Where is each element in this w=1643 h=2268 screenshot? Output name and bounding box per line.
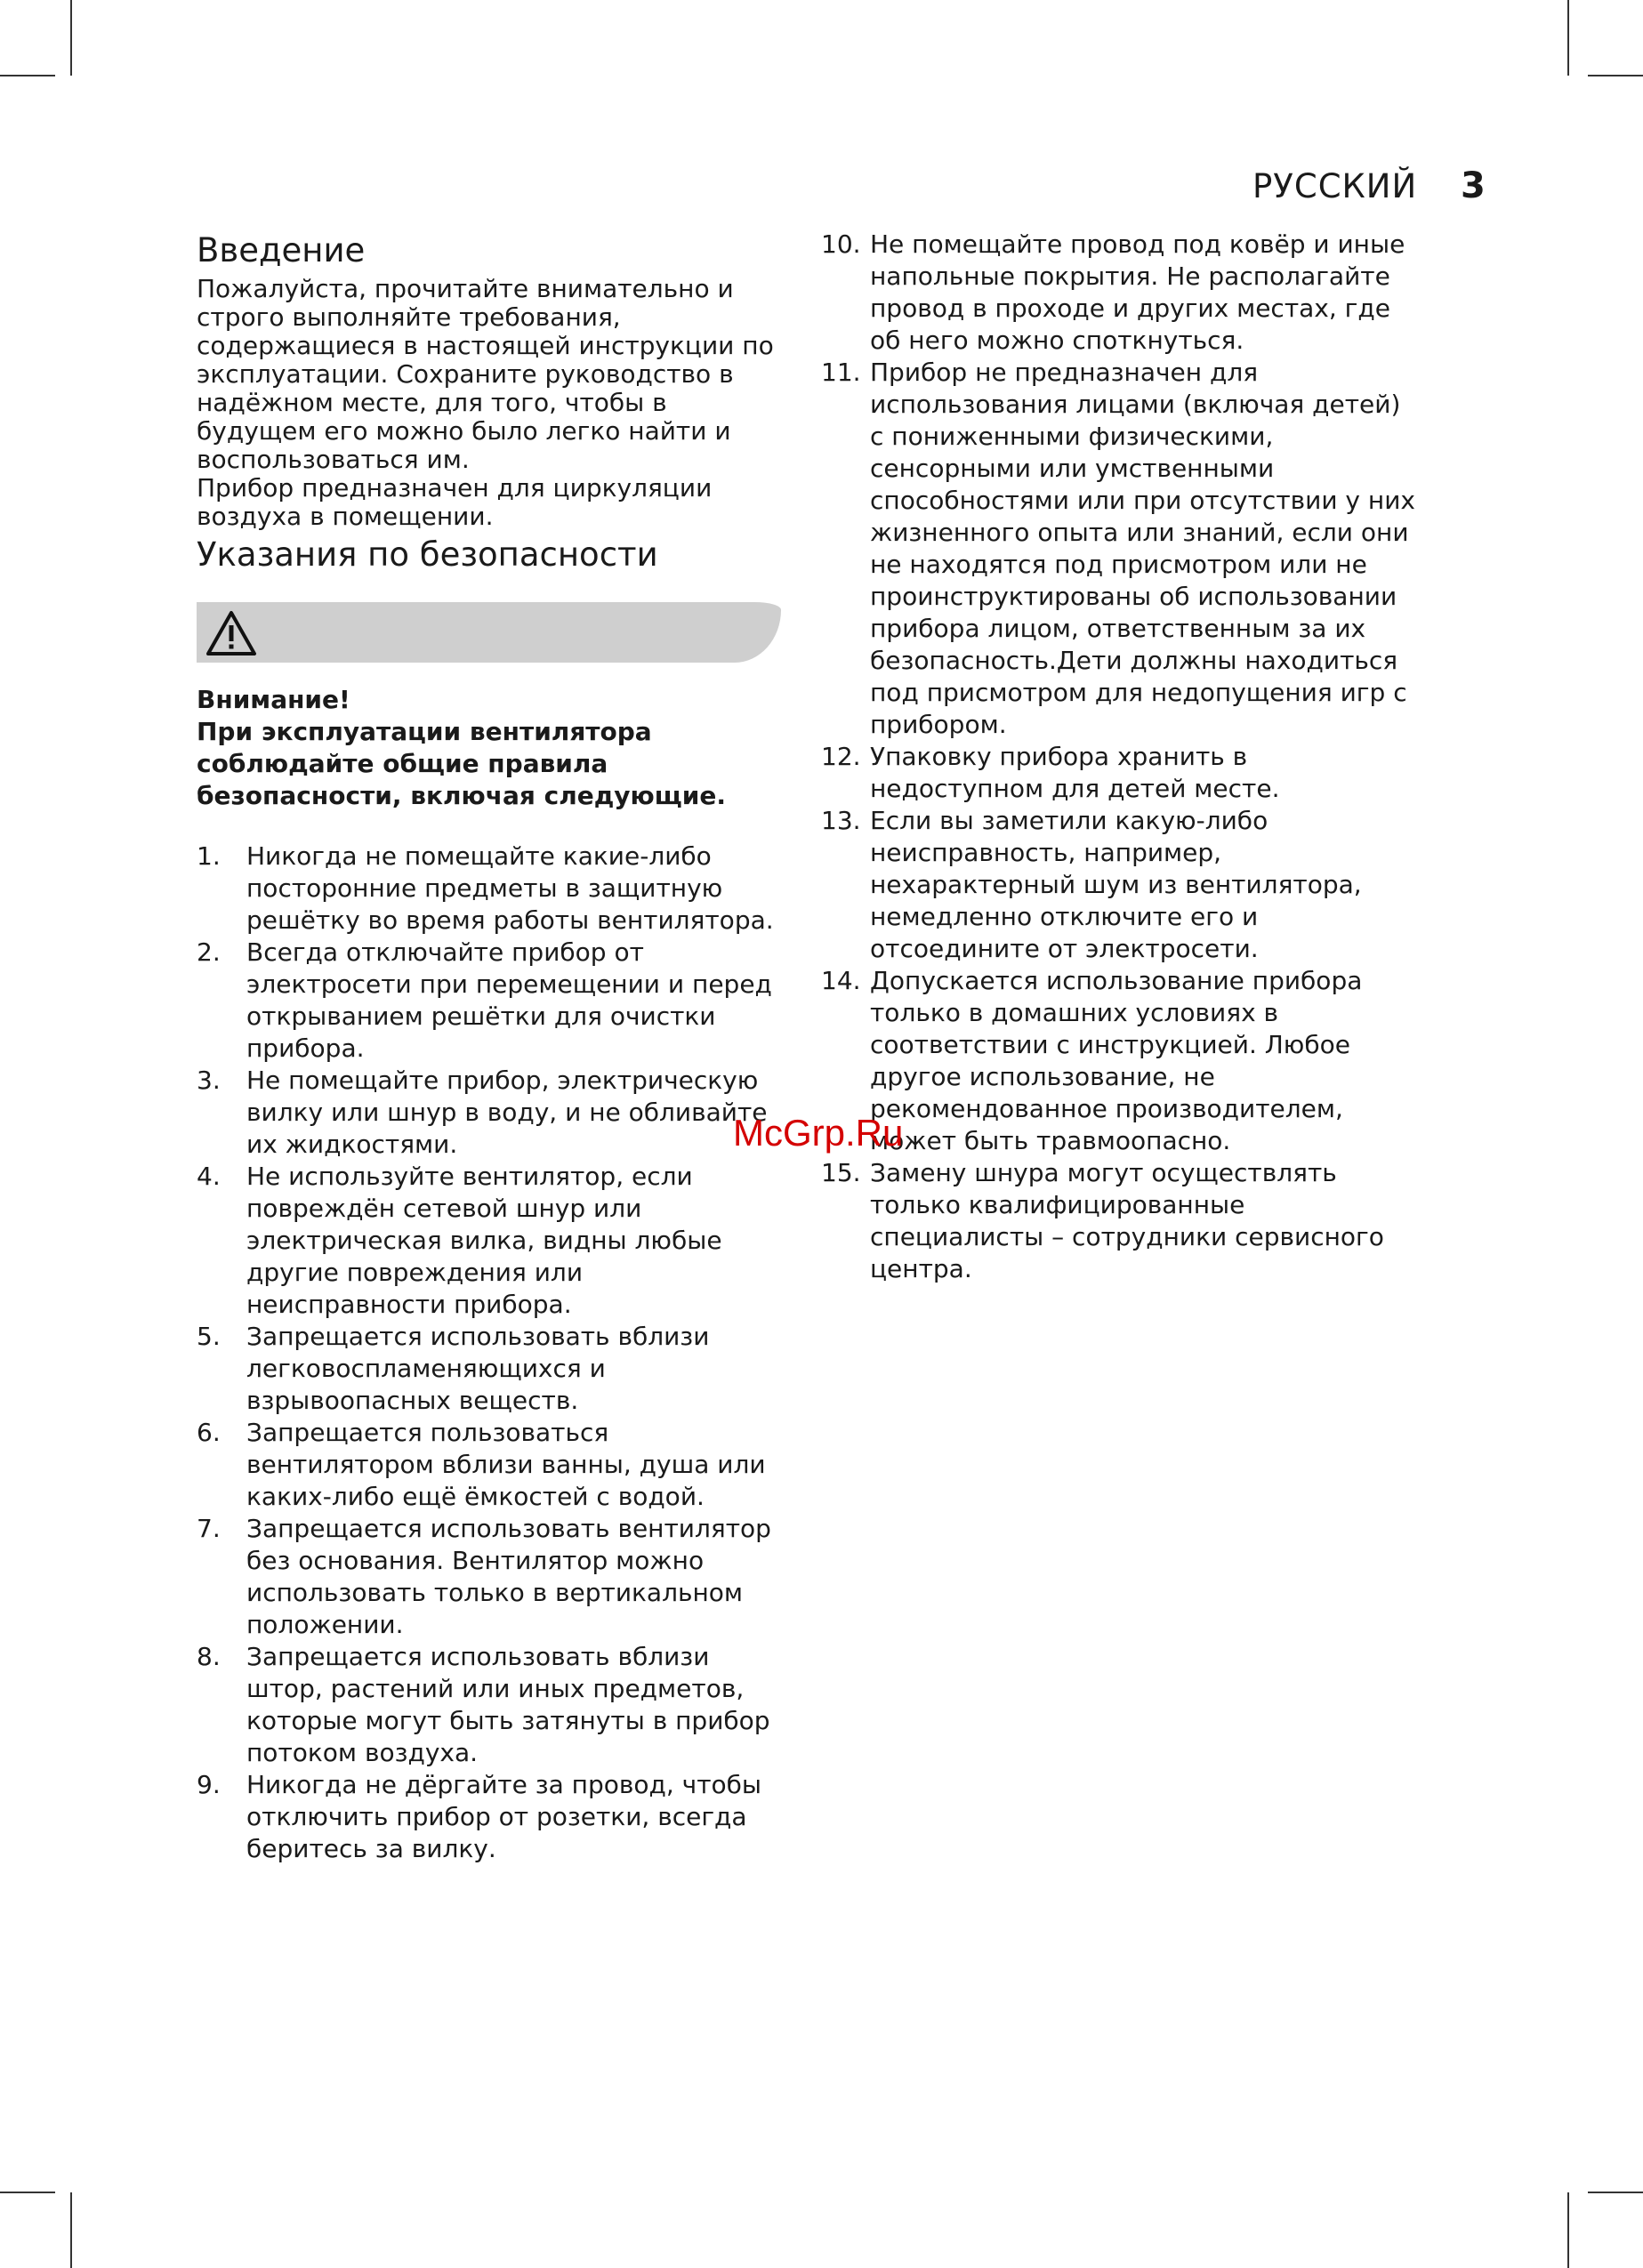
list-item-text: Запрещается пользоваться вентилятором вблизи ванны, душа или каких-либо ещё ёмкостей с водой. [246,1418,766,1511]
list-item [821,357,1417,741]
list-item [197,937,788,1065]
watermark: McGrp.Ru [733,1112,904,1154]
crop-mark [1588,2192,1643,2193]
warning-heading [197,684,788,812]
crop-mark [0,75,55,76]
list-item-number: 12. [821,742,861,771]
list-item [197,1161,788,1321]
list-item-text: Всегда отключайте прибор от электросети при перемещении и перед открыванием решётки для очистки прибора. [246,937,772,1063]
warning-banner [197,602,781,663]
warning-triangle-icon [205,610,257,656]
list-item-text: Допускается использование прибора только в домашних условиях в соответствии с инструкцией. Любое другое использование, не рекомендованное производителем, может быть травмоопасно. [870,966,1363,1155]
left-column [197,227,788,1865]
list-item [197,1065,788,1161]
list-item [821,1157,1417,1285]
list-item-number: 7. [197,1514,221,1543]
list-item-number: 8. [197,1642,221,1671]
intro-paragraph: Пожалуйста, прочитайте внимательно и строго выполняйте требования, содержащиеся в настоящей инструкции по эксплуатации. Сохраните руководство в надёжном месте, для того, чтобы в будущем его можно было легко найти и воспользоваться им. [197,274,774,474]
list-item [821,741,1417,805]
list-item-number: 1. [197,841,221,871]
page-language: РУССКИЙ [1252,167,1418,205]
list-item [821,229,1417,357]
list-item [197,1321,788,1417]
list-item [197,1769,788,1865]
list-item-number: 14. [821,966,861,995]
list-item-number: 15. [821,1158,861,1187]
crop-mark [0,2192,55,2193]
list-item-text: Никогда не дёргайте за провод, чтобы отключить прибор от розетки, всегда беритесь за вилку. [246,1770,762,1863]
list-item [821,965,1417,1157]
list-item-text: Никогда не помещайте какие-либо посторонние предметы в защитную решётку во время работы вентилятора. [246,841,774,935]
list-item-number: 6. [197,1418,221,1447]
list-item-number: 2. [197,937,221,967]
list-item-number: 9. [197,1770,221,1799]
list-item-number: 10. [821,229,861,259]
right-column [821,229,1417,1285]
list-item-text: Запрещается использовать вблизи штор, растений или иных предметов, которые могут быть затянуты в прибор потоком воздуха. [246,1642,770,1767]
list-item-text: Запрещается использовать вентилятор без основания. Вентилятор можно использовать только в вертикальном положении. [246,1514,771,1639]
page-number: 3 [1461,165,1486,206]
warning-text: При эксплуатации вентилятора соблюдайте общие правила безопасности, включая следующие. [197,717,726,810]
list-item-number: 4. [197,1162,221,1191]
list-item [197,1513,788,1641]
crop-mark [1588,75,1643,76]
list-item-text: Прибор не предназначен для использования лицами (включая детей) с пониженными физическими, сенсорными или умственными способностями или при отсутствии у них жизненного опыта или знаний, если они не находятся под присмотром или не проинструктированы об использовании прибора лицом, ответственным за их безопасность.Дети должны находиться под присмотром для недопущения игр с прибором. [870,358,1415,739]
list-item-text: Не используйте вентилятор, если повреждён сетевой шнур или электрическая вилка, видны любые другие повреждения или неисправности прибора. [246,1162,722,1319]
safety-list-left [197,840,788,1865]
crop-mark [1567,0,1569,76]
list-item [821,805,1417,965]
intro-title: Введение [197,231,366,269]
list-item [197,1641,788,1769]
list-item-text: Упаковку прибора хранить в недоступном для детей месте. [870,742,1280,803]
list-item-number: 11. [821,358,861,387]
list-item-number: 3. [197,1066,221,1095]
safety-list-right [821,229,1417,1285]
list-item-number: 13. [821,806,861,835]
list-item-text: Не помещайте прибор, электрическую вилку или шнур в воду, и не обливайте их жидкостями. [246,1066,768,1159]
list-item-text: Запрещается использовать вблизи легковоспламеняющихся и взрывоопасных веществ. [246,1322,710,1415]
crop-mark [70,0,72,76]
list-item-text: Замену шнура могут осуществлять только квалифицированные специалисты – сотрудники сервисного центра. [870,1158,1384,1283]
intro-paragraph: Прибор предназначен для циркуляции воздуха в помещении. [197,473,713,531]
list-item [197,840,788,937]
list-item-text: Не помещайте провод под ковёр и иные напольные покрытия. Не располагайте провод в проходе и других местах, где об него можно споткнуться. [870,229,1405,355]
crop-mark [70,2192,72,2268]
warning-label: Внимание! [197,685,350,714]
list-item-number: 5. [197,1322,221,1351]
list-item [197,1417,788,1513]
crop-mark [1567,2192,1569,2268]
list-item-text: Если вы заметили какую-либо неисправность, например, нехарактерный шум из вентилятора, немедленно отключите его и отсоедините от электросети. [870,806,1362,963]
safety-title: Указания по безопасности [197,535,658,574]
